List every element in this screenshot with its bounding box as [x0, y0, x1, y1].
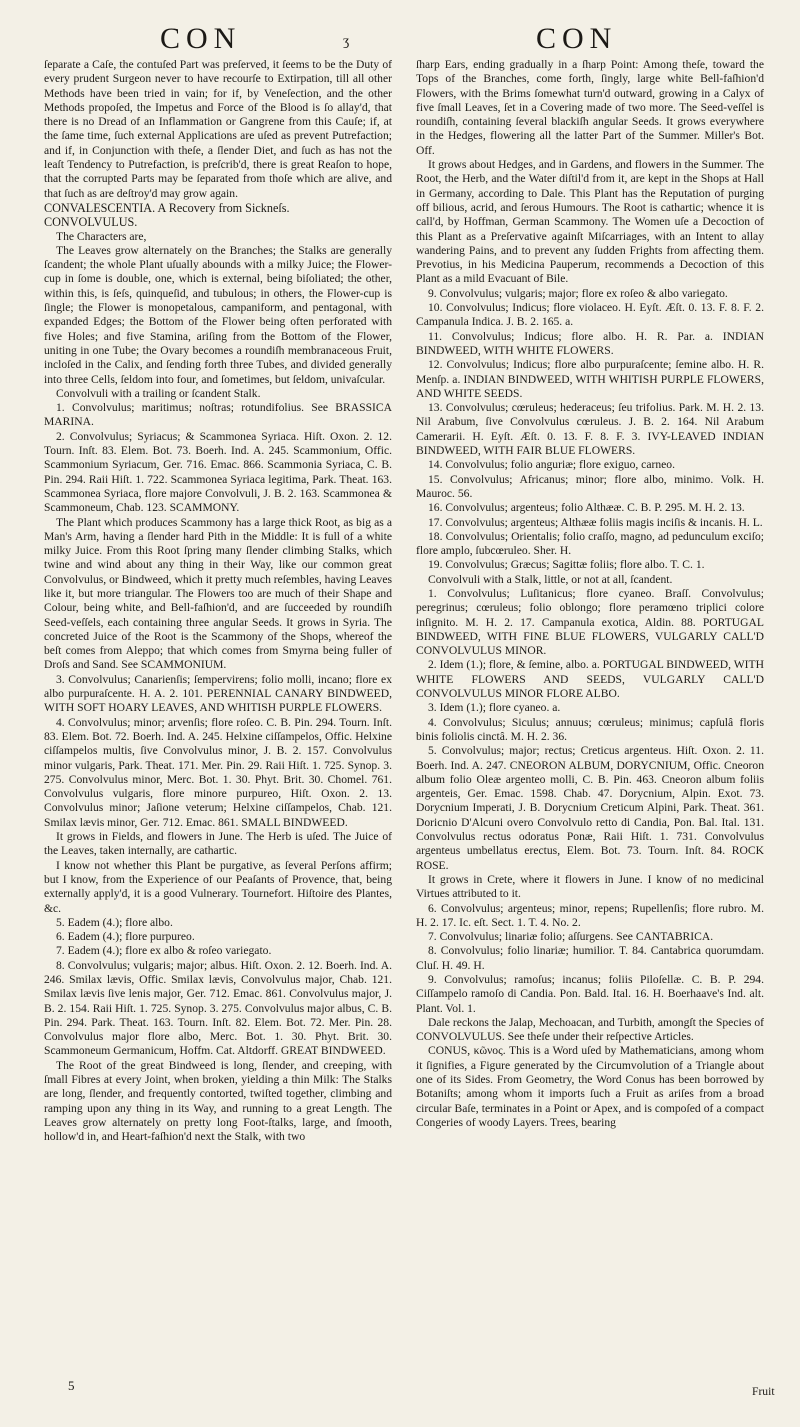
paragraph: The Characters are, [56, 229, 147, 243]
paragraph: CONUS, κῶνος. This is a Word uſed by Mathematicians, among whom it ſignifies, a Figure generated by the Circumvolution of a Triangle about one of its Sides. From Geometry, the Word Conus has been borrowed by Botaniſts; among whom it imports ſuch a Fruit as ariſes from a broad circular Baſe, terminates in a Point or Apex, and is compoſed of a compact Congeries of woody Layers. Trees, bearing [416, 1044, 764, 1129]
paragraph: 3. Convolvulus; Canarienſis; ſempervirens; folio molli, incano; flore ex albo purpuraſcente. H. A. 2. 101. PERENNIAL CANARY BINDWEED, WITH SOFT HOARY LEAVES, AND WHITISH PURPLE FLOWERS. [44, 672, 392, 715]
paragraph: Dale reckons the Jalap, Mechoacan, and Turbith, amongſt the Species of CONVOLVULUS. See theſe under their reſpective Articles. [416, 1015, 764, 1044]
paragraph: 15. Convolvulus; Africanus; minor; flore albo, minimo. Volk. H. Mauroc. 56. [416, 472, 764, 500]
paragraph: 14. Convolvulus; folio anguriæ; flore exiguo, carneo. [428, 458, 675, 472]
right-column [416, 58, 764, 1130]
paragraph: 8. Convolvulus; vulgaris; major; albus. Hiſt. Oxon. 2. 12. Boerh. Ind. A. 246. Smilax lævis, Offic. Smilax lævis, Convolvulus major, Chab. 121. Smilax lævis ſive lenis major, Ger. 712. Emac. 861. Convolvulus major, J. B. 2. 154. Raii Hiſt. 1. 725. Synop. 3. 275. Convolvulus major albus, C. B. Pin. 294. Park. Theat. 163. Tourn. Inſt. 82. Elem. Bot. 72. Mer. Pin. 28. Convolvulus major flore albo, Merc. Bot. 1. 30. Phyt. Brit. 30. Scammoneum Germanicum, Hoffm. Cat. Altdorff. GREAT BINDWEED. [44, 958, 392, 1058]
paragraph: 11. Convolvulus; Indicus; flore albo. H. R. Par. a. INDIAN BINDWEED, WITH WHITE FLOWERS. [416, 329, 764, 357]
paragraph: Convolvuli with a trailing or ſcandent Stalk. [56, 386, 261, 400]
header-right-title: CON [536, 22, 618, 55]
paragraph: 12. Convolvulus; Indicus; flore albo purpuraſcente; ſemine albo. H. R. Menſp. a. INDIAN BINDWEED, WITH WHITISH PURPLE FLOWERS, AND WHITE SEEDS. [416, 358, 764, 400]
catchword: Fruit [752, 1385, 775, 1398]
paragraph: It grows in Crete, where it flowers in June. I know of no medicinal Virtues attributed to it. [416, 872, 764, 901]
paragraph: CONVALESCENTIA. A Recovery from Sickneſs. [44, 200, 290, 215]
paragraph: I know not whether this Plant be purgative, as ſeveral Perſons affirm; but I know, from the Experience of our Peaſants of Provence, that, being externally apply'd, it is a good Vulnerary. Tournefort. Hiſtoire des Plantes, &c. [44, 858, 392, 915]
paragraph: 9. Convolvulus; ramoſus; incanus; foliis Piloſellæ. C. B. P. 294. Ciſſampelo ramoſo di Candia. Pon. Bald. Ital. 16. H. Boerhaave's Ind. alt. Plant. Vol. 1. [416, 973, 764, 1015]
paragraph: It grows in Fields, and flowers in June. The Herb is uſed. The Juice of the Leaves, taken internally, are cathartic. [44, 830, 392, 858]
paragraph: 2. Idem (1.); flore, & ſemine, albo. a. PORTUGAL BINDWEED, WITH WHITE FLOWERS AND SEEDS, VULGARLY CALL'D CONVOLVULUS MINOR FLORE ALBO. [416, 658, 764, 701]
paragraph: The Leaves grow alternately on the Branches; the Stalks are generally ſcandent; the whole Plant uſually abounds with a milky Juice; the Flower-cup in ſome is double, one, which is external, being biſoliated; the other, within this, is ſeſs, quinqueſid, and tubulous; in others, the Flower-cup is ſingle; the Flower is monopetalous, campaniform, and pentagonal, with expanded Edges; the Bottom of the Flower being often perforated with five Holes; and five Stamina, ariſing from the Bottom of the Flower, uniting in one Tube; the Ovary becomes a roundiſh membranaceous Fruit, incloſed in the Calix, and ſending forth three Tubes, and divided generally into three Cells, ſeldom into four, and ſometimes, but ſeldom, univaſcular. [44, 243, 392, 386]
paragraph: ſharp Ears, ending gradually in a ſharp Point: Among theſe, toward the Tops of the Branches, come forth, ſingly, large white Bell-faſhion'd Flowers, with the Brims ſomewhat turn'd outward, growing in a Calyx of five ſmall Leaves, ſet in a Covering made of two more. The Seed-veſſel is roundiſh, containing ſeveral blackiſh angular Seeds. It grows everywhere in the Hedges, flowering all the latter Part of the Summer. Miller's Bot. Off. [416, 58, 764, 157]
paragraph: 10. Convolvulus; Indicus; flore violaceo. H. Eyſt. Æſt. 0. 13. F. 8. F. 2. Campanula Indica. J. B. 2. 165. a. [416, 301, 764, 329]
paragraph: 4. Convolvulus; minor; arvenſis; flore roſeo. C. B. Pin. 294. Tourn. Inſt. 83. Elem. Bot. 72. Boerh. Ind. A. 245. Helxine ciſſampelos, Offic. Helxine ciſſampelos multis, ſive Convolvulus minor, J. B. 2. 157. Convolvulus minor vulgaris, Park. Theat. 171. Mer. Pin. 29. Raii Hiſt. 1. 725. Synop. 3. 275. Convolvulus minor, Merc. Bot. 1. 30. Phyt. Brit. 30. Chomel. 761. Convolvulus vulgaris, flore minore purpureo, Hiſt. Oxon. 2. 13. Convolvulus minor; Jaſione veterum; Helxine ciſſampelos, Chab. 121. Smilax lævis minor, Ger. 712. Emac. 861. SMALL BINDWEED. [44, 715, 392, 829]
left-column [44, 58, 392, 1145]
paragraph: The Plant which produces Scammony has a large thick Root, as big as a Man's Arm, having a ſlender hard Pith in the Middle: It is full of a white milky Juice. From this Root ſpring many ſlender climbing Stalks, which twine and wind about any thing in their Way, like our common great Convolvulus, or Bindweed, which it pretty much reſembles, having Leaves like it, but more triangular. The Flowers too are much of their Shape and Colour, being white, and Bell-faſhion'd, and are ſucceeded by roundiſh Seed-veſſels, each containing three angular Seeds. It grows in Syria. The concreted Juice of the Root is the Scammony of the Shops, whereof the beſt comes from Aleppo; that which comes from Smyrna being fuller of Droſs and Sand. See SCAMMONIUM. [44, 515, 392, 672]
paragraph: 3. Idem (1.); flore cyaneo. a. [428, 701, 561, 715]
paragraph: ſeparate a Caſe, the contuſed Part was preſerved, it ſeems to be the Duty of every prudent Surgeon never to have recourſe to Extirpation, till all other Methods have been tried in vain; for if, by Veneſection, and the other Methods propoſed, the Impetus and Force of the Blood is ſo allay'd, that there is no Dread of an Inflammation or Gangrene from this Cauſe; if, at the ſame time, ſuch external Applications are uſed as prevent Putrefaction; and if, in Conjunction with theſe, a ſlender Diet, and ſuch as has not the leaſt Tendency to Putrefaction, is preſcrib'd, there is great Reaſon to hope, that the corrupted Parts may be ſeparated from thoſe which are alive, and that ſuch as are deſtroy'd may grow again. [44, 58, 392, 200]
paragraph: 16. Convolvulus; argenteus; folio Althææ. C. B. P. 295. M. H. 2. 13. [428, 501, 745, 515]
paragraph: 6. Convolvulus; argenteus; minor, repens; Rupellenſis; flore rubro. M. H. 2. 17. Ic. eſt. Sect. 1. T. 4. No. 2. [416, 901, 764, 929]
running-header [0, 14, 800, 62]
paragraph: Convolvuli with a Stalk, little, or not at all, ſcandent. [428, 572, 673, 586]
paragraph: 4. Convolvulus; Siculus; annuus; cœruleus; minimus; capſulâ floris binis foliolis cinctâ. M. H. 2. 36. [416, 715, 764, 743]
paragraph: 7. Eadem (4.); flore ex albo & roſeo variegato. [56, 944, 272, 958]
paragraph: 17. Convolvulus; argenteus; Althææ foliis magis inciſis & incanis. H. L. [428, 515, 763, 529]
paragraph: 1. Convolvulus; maritimus; noſtras; rotundifolius. See BRASSICA MARINA. [44, 401, 392, 429]
header-left-title: CON [160, 22, 242, 55]
paragraph: 1. Convolvulus; Luſitanicus; flore cyaneo. Braſſ. Convolvulus; peregrinus; cœruleus; folio oblongo; flore peramœno triplici colore inſignito. M. H. 2. 17. Campanula exotica, Aldin. 88. PORTUGAL BINDWEED, WITH FINE BLUE FLOWERS, VULGARLY CALL'D CONVOLVULUS MINOR. [416, 586, 764, 658]
paragraph: 5. Convolvulus; major; rectus; Creticus argenteus. Hiſt. Oxon. 2. 11. Boerh. Ind. A. 247. CNEORON ALBUM, DORYCNIUM, Offic. Cneoron album folio Oleæ argenteo molli, C. B. Pin. 463. Cneoron album foliis argenteis, Ger. Emac. 1598. Chab. 47. Dorycnium, Alpin. Exot. 73. Dorycnium Imperati, J. B. Dorycnium Creticum Alpini, Park. Theat. 361. Doricnio D'Alcuni overo Convolvulo retto di Candia, Pon. Bal. Ital. 131. Convolvulus rectus odoratus Ponæ, Raii Hiſt. 1. 731. Convolvulus argenteus umbellatus erectus, Elem. Bot. 73. Tourn. Inſt. 84. ROCK ROSE. [416, 744, 764, 872]
paragraph: 19. Convolvulus; Græcus; Sagittæ foliis; flore albo. T. C. 1. [428, 558, 705, 572]
paragraph: 18. Convolvulus; Orientalis; folio craſſo, magno, ad pedunculum exciſo; flore amplo, ſubcœruleo. Sher. H. [416, 529, 764, 558]
paragraph: 7. Convolvulus; linariæ folio; aſſurgens. See CANTABRICA. [428, 930, 714, 944]
paragraph: 8. Convolvulus; folio linariæ; humilior. T. 84. Cantabrica quorumdam. Cluſ. H. 49. H. [416, 944, 764, 972]
paragraph: 6. Eadem (4.); flore purpureo. [56, 930, 195, 944]
paragraph: 13. Convolvulus; cœruleus; hederaceus; ſeu trifolius. Park. M. H. 2. 13. Nil Arabum, ſive Convolvulus cœruleus. J. B. 2. 164. Nil Arabum Camerarii. H. Eyſt. Æſt. 0. 13. F. 8. F. 3. IVY-LEAVED INDIAN BINDWEED, WITH FAIR BLUE FLOWERS. [416, 401, 764, 458]
paragraph: CONVOLVULUS. [44, 215, 138, 230]
paragraph: 5. Eadem (4.); flore albo. [56, 915, 173, 929]
paragraph: The Root of the great Bindweed is long, ſlender, and creeping, with ſmall Fibres at every Joint, when broken, yielding a thin Milk: The Stalks are long, ſlender, and frequently contorted, twiſted together, climbing and ramping upon any thing in its Way, and running to a great Length. The Leaves grow alternately on pretty long Foot-ſtalks, large, and ſmooth, hollow'd in, and Heart-faſhion'd next the Stalk, with two [44, 1058, 392, 1144]
paragraph: It grows about Hedges, and in Gardens, and flowers in the Summer. The Root, the Herb, and the Water diſtil'd from it, are kept in the Shops at Hall in Germany, according to Dale. This Plant has the Reputation of purging off bilious, acrid, and ſerous Humours. The Root is cathartic; whence it is call'd, by Hoffman, German Scammony. The Women uſe a Decoction of this Plant as a Preſervative againſt Miſcarriages, with an Intent to allay wandering Pains, and to prevent any ſudden Frights from affecting them. Prevotius, in his Medicina Pauperum, recommends a Decoction of this Plant as a mild Evacuant of Bile. [416, 158, 764, 286]
header-signature-mark: ʒ [343, 34, 350, 49]
paragraph: 2. Convolvulus; Syriacus; & Scammonea Syriaca. Hiſt. Oxon. 2. 12. Tourn. Inſt. 83. Elem. Bot. 73. Boerh. Ind. A. 245. Scammonium, Offic. Scammonium Syriacum, Ger. 716. Emac. 866. Scammonia Syriaca, C. B. Pin. 294. Raii Hiſt. 1. 722. Scammonea Syriaca legitima, Park. Theat. 163. Scammonea Syriaca, flore majore Convolvuli, J. B. 2. 163. Scammonea & Scammoneum, Chab. 123. SCAMMONY. [44, 429, 392, 515]
paragraph: 9. Convolvulus; vulgaris; major; flore ex roſeo & albo variegato. [428, 286, 728, 300]
page-number: 5 [68, 1378, 75, 1393]
